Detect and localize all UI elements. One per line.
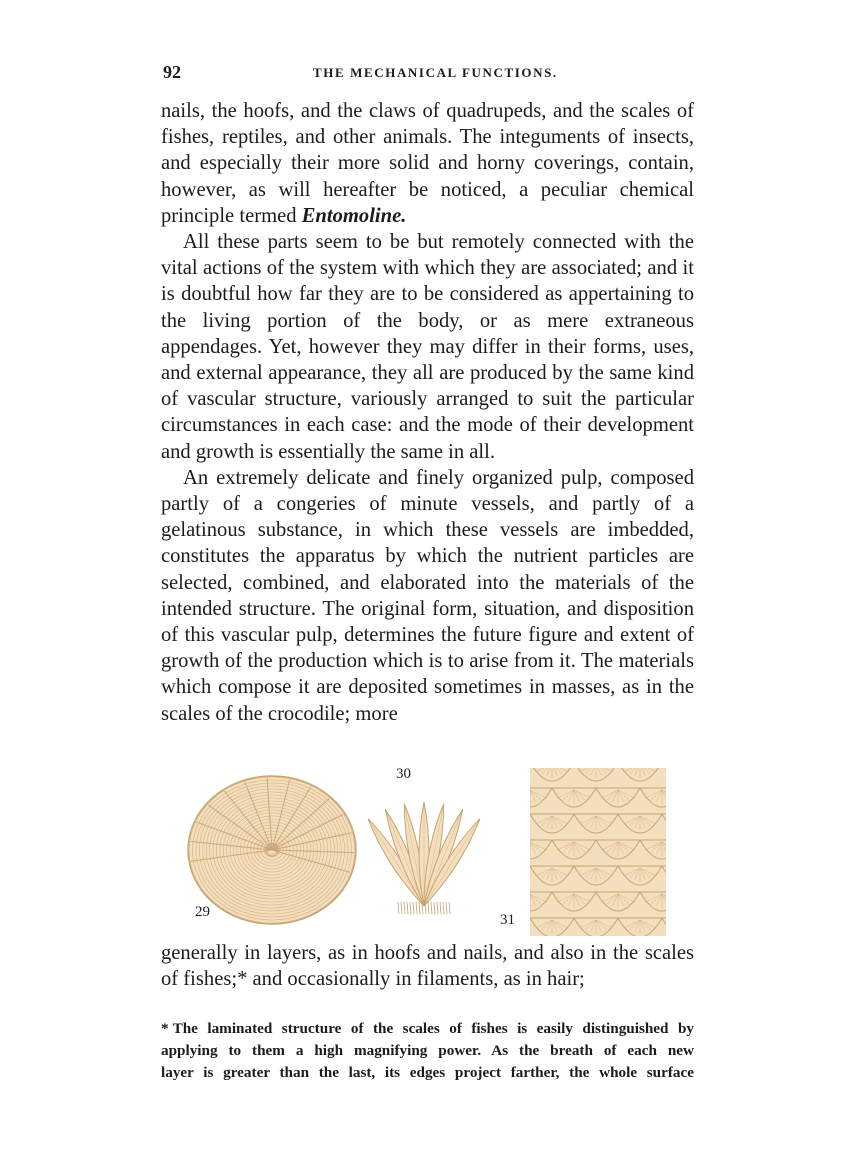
figure-30-label: 30 <box>396 766 411 782</box>
body-text-lower <box>161 940 694 992</box>
paragraph-4: generally in layers, as in hoofs and nails, and also in the scales of fishes;* and occasionally in filaments, as in hair; <box>161 942 694 991</box>
page-number: 92 <box>163 62 181 82</box>
figure-plate <box>160 762 695 942</box>
footnote-line-2: applying to them a high magnifying power. As the breath of each new <box>161 1042 694 1059</box>
figure-31-label: 31 <box>500 912 515 928</box>
figure-30-fan-scale <box>368 790 480 916</box>
footnote-line-1: * The laminated structure of the scales of fishes is easily distinguished by <box>161 1020 694 1037</box>
term-entomoline: Entomoline. <box>301 204 407 227</box>
body-text-upper <box>161 98 694 727</box>
paragraph-1: nails, the hoofs, and the claws of quadrupeds, and the scales of fishes, reptiles, and other animals. The integuments of insects, and especially their more solid and horny coverings, contain, however, as will hereafter be noticed, a peculiar chemical principle termed Entomoline. <box>161 100 694 227</box>
footnote <box>161 1018 694 1084</box>
footnote-mark: * <box>161 1020 169 1037</box>
paragraph-2: All these parts seem to be but remotely connected with the vital actions of the system with which they are associated; and it is doubtful how far they are to be considered as appertaining to the living portion of the body, or as mere extraneous appendages. Yet, however they may differ in their forms, uses, and external appearance, they all are produced by the same kind of vascular structure, variously arranged to suit the particular circumstances in each case: and the mode of their development and growth is essentially the same in all. <box>161 231 694 463</box>
figure-29-label: 29 <box>195 904 210 920</box>
running-head <box>163 62 693 86</box>
paragraph-3: An extremely delicate and finely organized pulp, composed partly of a congeries of minute vessels, and partly of a gelatinous substance, in which these vessels are imbedded, constitutes the apparatus by which the nutrient particles are selected, combined, and elaborated into the materials of the intended structure. The original form, situation, and disposition of this vascular pulp, determines the future figure and extent of growth of the production which is to arise from it. The materials which compose it are deposited sometimes in masses, as in the scales of the crocodile; more <box>161 466 694 725</box>
figure-31-imbricated-scales <box>530 768 666 936</box>
footnote-line-3: layer is greater than the last, its edges project farther, the whole surface <box>161 1064 694 1081</box>
running-title: THE MECHANICAL FUNCTIONS. <box>313 65 558 80</box>
